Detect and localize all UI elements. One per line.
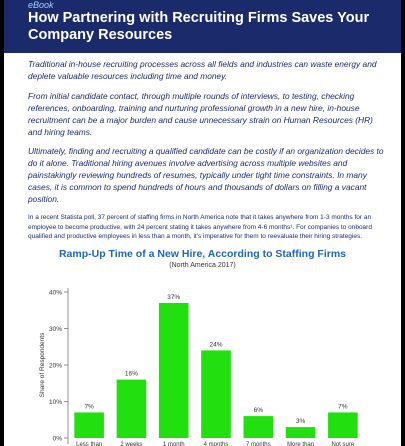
- x-tick-label: 4 months: [203, 442, 229, 446]
- cost-paragraph: Ultimately, finding and recruiting a qualified candidate can be costly if an organization decides to do it alone. Traditional hiring avenues involve advertising across multiple websites and painstakingly reviewing hundreds of resumes, typically under tight time constraints. In many cases, it is common to spend hundreds of hours and thousands of dollars on filling a vacant position.: [28, 146, 384, 204]
- bar-chart: [4, 276, 401, 446]
- bar: [243, 416, 273, 438]
- ebook-tag: eBook: [28, 0, 54, 10]
- bar: [286, 427, 316, 438]
- chart-title: Ramp-Up Time of a New Hire, According to Staffing Firms: [58, 248, 347, 260]
- statista-paragraph: In a recent Statista poll, 37 percent of staffing firms in North America note that it takes anywhere from 1-3 months for an employee to become productive, with 24 percent stating it takes anywhere from 4-6 months¹. For companies to onboard qualified and productive employees in less than a month, it's imperative for them to reevaluate their hiring strategies.: [28, 214, 372, 240]
- x-tick-label: Not sure: [331, 442, 355, 446]
- y-tick-label: 40%: [48, 289, 62, 297]
- bar-value-label: 24%: [209, 341, 223, 349]
- bar: [117, 380, 147, 438]
- bar: [159, 303, 189, 438]
- y-tick-label: 10%: [48, 399, 62, 406]
- x-tick-label: 2 weeks: [120, 442, 143, 446]
- bar: [201, 350, 231, 438]
- bar-value-label: 6%: [253, 407, 263, 415]
- y-tick-label: 0%: [52, 435, 62, 443]
- intro-paragraph: Traditional in-house recruiting processes across all fields and industries can waste energy and deplete valuable resources including time and money.: [28, 59, 377, 81]
- header-banner: [4, 0, 401, 53]
- bar-value-label: 7%: [338, 403, 348, 411]
- bar: [74, 412, 104, 438]
- bar-value-label: 16%: [124, 370, 138, 378]
- bar-value-label: 37%: [167, 293, 181, 301]
- x-tick-label: Less than: [76, 442, 103, 446]
- x-tick-label: More than: [287, 442, 315, 446]
- x-tick-label: 7 months: [245, 442, 271, 446]
- y-tick-label: 20%: [48, 362, 62, 370]
- ebook-page: [4, 0, 401, 446]
- bar-value-label: 3%: [295, 418, 306, 426]
- process-paragraph: From initial candidate contact, through multiple rounds of interviews, to testing, checking references, onboarding, training and nurturing professional growth in a new hire, in-house recruitment can be a major burden and cause unnecessary strain on Human Resources (HR) and hiring teams.: [28, 91, 373, 137]
- chart-subtitle: (North America 2017): [169, 262, 236, 269]
- page-title: How Partnering with Recruiting Firms Saves Your Company Resources: [28, 10, 370, 43]
- bar-value-label: 7%: [84, 403, 94, 411]
- bar: [328, 412, 358, 438]
- x-tick-label: 1 month: [162, 442, 185, 446]
- y-tick-label: 30%: [48, 326, 62, 333]
- y-axis-label: Share of Respondents: [39, 332, 46, 398]
